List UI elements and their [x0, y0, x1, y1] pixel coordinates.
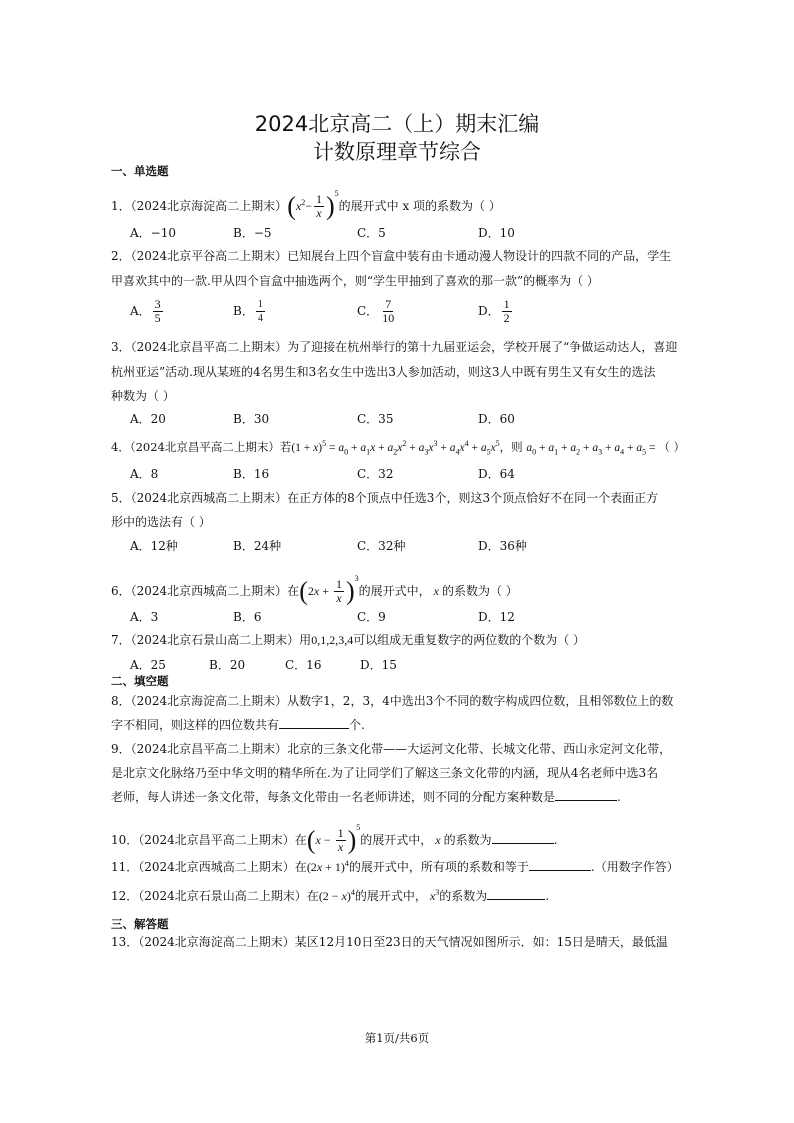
question-9-line-3: 老师，每人讲述一条文化带，每条文化带由一名老师讲述，则不同的分配方案种数是 .	[111, 790, 621, 804]
q5-option-a: A．12种	[130, 539, 178, 553]
q10-answer-blank[interactable]	[492, 831, 554, 844]
q12-answer-blank[interactable]	[487, 887, 545, 900]
q7-option-b: B．20	[209, 658, 246, 672]
q1-option-a: A．−10	[130, 226, 176, 240]
q2-option-c: C． $\frac{7}{10}$	[357, 297, 395, 325]
q11-answer-blank[interactable]	[529, 858, 591, 871]
question-11: 11．（2024北京西城高二上期末）在$(2x + 1)^4$的展开式中，所有项的系数和等于 .（用数字作答）	[111, 859, 679, 874]
q3-option-d: D．60	[478, 412, 515, 426]
question-10: 10．（2024北京昌平高二上期末）在(x − $\frac{1}{x}$ )$^5$的展开式中， x 的系数为 .	[111, 823, 558, 855]
question-9-line-1: 9．（2024北京昌平高二上期末）北京的三条文化带——大运河文化带、长城文化带、西山永定河文化带，	[111, 742, 672, 756]
q4-formula: $(1 + x)^5 = a_0 + a_1x + a_2x^2 + a_3x^3 + a_4x^4 + a_5x^5$	[291, 439, 500, 457]
q2-option-b: B． $\frac{1}{4}$	[233, 299, 263, 324]
question-1: 1．（2024北京海淀高二上期末）($x^2-$ $\frac{1}{x}$ )$^5$的展开式中 x 项的系数为（ ）	[111, 189, 501, 221]
q7-option-c: C．16	[285, 658, 322, 672]
q1-fraction: $\frac{1}{x}$	[315, 192, 322, 220]
page-title: 2024北京高二（上）期末汇编	[254, 112, 540, 136]
question-9-line-2: 是北京文化脉络乃至中华文明的精华所在.为了让同学们了解这三条文化带的内涵，现从4名老师中选3名	[111, 766, 659, 780]
q1-text: 的展开式中 x 项的系数为（ ）	[338, 199, 501, 213]
q6-option-a: A．3	[130, 610, 159, 624]
q4-option-c: C．32	[357, 467, 394, 481]
question-5-line-1: 5．（2024北京西城高二上期末）在正方体的8个顶点中任选3个，则这3个顶点恰好不在同一个表面正方	[111, 491, 659, 505]
q1-number: 1．	[111, 199, 131, 213]
section-heading-solve: 三、解答题	[111, 917, 169, 931]
q2-option-d: D． $\frac{1}{2}$	[478, 297, 510, 325]
q6-option-b: B．6	[233, 610, 262, 624]
q1-option-c: C．5	[357, 226, 386, 240]
question-2-line-1: 2．（2024北京平谷高二上期末）已知展台上四个盲盒中装有由卡通动漫人物设计的四款不同的产品，学生	[111, 249, 672, 263]
question-3-line-1: 3．（2024北京昌平高二上期末）为了迎接在杭州举行的第十九届亚运会，学校开展了“争做运动达人，喜迎	[111, 340, 678, 354]
q2-option-a: A． $\frac{3}{5}$	[130, 297, 161, 325]
q5-option-d: D．36种	[478, 539, 527, 553]
q3-option-b: B．30	[233, 412, 270, 426]
q1-option-b: B．−5	[233, 226, 272, 240]
q9-answer-blank[interactable]	[555, 788, 617, 801]
page-footer: 第1页/共6页	[364, 1031, 430, 1045]
section-heading-single-choice: 一、单选题	[111, 164, 169, 178]
page-subtitle: 计数原理章节综合	[313, 140, 481, 164]
q3-option-a: A．20	[130, 412, 166, 426]
q4-option-b: B．16	[233, 467, 270, 481]
q7-option-a: A．25	[130, 658, 166, 672]
question-5-line-2: 形中的选法有（ ）	[111, 515, 211, 529]
q5-option-b: B．24种	[233, 539, 282, 553]
question-8-line-2: 字不相同，则这样的四位数共有 个.	[111, 718, 365, 732]
question-4: 4．（2024北京昌平高二上期末）若$(1 + x)^5 = a_0 + a_1x + a_2x^2 + a_3x^3 + a_4x^4 + a_5x^5$，则 $a_0 + a_1 + a_2 + a_3 + a_4 + a_5$ = （ ）	[111, 439, 685, 457]
q6-option-d: D．12	[478, 610, 515, 624]
section-heading-fill-blank: 二、填空题	[111, 674, 169, 688]
question-2-line-2: 甲喜欢其中的一款.甲从四个盲盒中抽选两个，则“学生甲抽到了喜欢的那一款”的概率为（ ）	[111, 274, 599, 288]
q1-formula-x2: x	[295, 199, 302, 213]
q4-option-a: A．8	[130, 467, 159, 481]
q1-formula: (	[287, 191, 296, 221]
q7-option-d: D．15	[360, 658, 397, 672]
q1-source: （2024北京海淀高二上期末）	[130, 199, 288, 213]
q5-option-c: C．32种	[357, 539, 406, 553]
question-13-line-1: 13．（2024北京海淀高二上期末）某区12月10日至23日的天气情况如图所示．如：15日是晴天，最低温	[111, 935, 668, 949]
q3-option-c: C．35	[357, 412, 394, 426]
question-3-line-3: 种数为（ ）	[111, 389, 175, 403]
question-6: 6．（2024北京西城高二上期末）在(2x + $\frac{1}{x}$ )$^3$的展开式中， x 的系数为（ ）	[111, 574, 518, 606]
question-3-line-2: 杭州亚运”活动.现从某班的4名男生和3名女生中选出3人参加活动，则这3人中既有男生又有女生的选法	[111, 365, 656, 379]
q8-answer-blank[interactable]	[279, 716, 349, 729]
question-8-line-1: 8．（2024北京海淀高二上期末）从数字1，2，3，4中选出3个不同的数字构成四位数，且相邻数位上的数	[111, 694, 674, 708]
question-7: 7．（2024北京石景山高二上期末）用0,1,2,3,4可以组成无重复数字的两位数的个数为（ ）	[111, 633, 586, 647]
q1-option-d: D．10	[478, 226, 515, 240]
question-12: 12．（2024北京石景山高二上期末）在$(2 - x)^4$的展开式中， $x^3$的系数为 .	[111, 888, 550, 903]
q6-option-c: C．9	[357, 610, 386, 624]
q4-option-d: D．64	[478, 467, 515, 481]
